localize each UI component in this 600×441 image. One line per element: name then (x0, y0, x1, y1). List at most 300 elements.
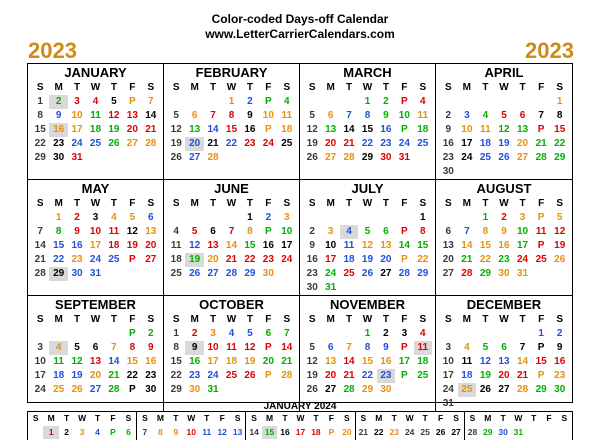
day-cell: 15 (417, 240, 429, 251)
day-cell: 2 (383, 96, 389, 107)
day-cell: 10 (442, 356, 454, 367)
day-cell: 31 (71, 152, 83, 163)
day-cell: 25 (535, 254, 547, 265)
day-cell: 22 (225, 138, 238, 149)
day-cell: 16 (442, 138, 454, 149)
day-cell: 21 (34, 254, 46, 265)
day-cell: 13 (442, 240, 454, 251)
day-cell: 16 (49, 123, 67, 137)
weekday-header: M (375, 413, 383, 423)
day-cell-p: P (537, 342, 545, 353)
weekday-header: T (482, 314, 489, 325)
day-cell (303, 95, 321, 109)
day-cell: 2 (191, 328, 198, 339)
day-cell: 7 (228, 226, 235, 237)
day-cell: 26 (306, 384, 318, 395)
day-cell: 29 (479, 268, 491, 279)
day-cell: 19 (108, 124, 120, 135)
day-cell: 20 (325, 138, 337, 149)
day-cell (303, 327, 321, 341)
day-cell: 22 (417, 254, 429, 265)
day-cell: 31 (398, 152, 410, 163)
weekday-header: S (556, 82, 564, 93)
day-cell: 7 (519, 342, 526, 353)
day-cell (476, 327, 495, 341)
day-cell-p: P (129, 384, 136, 395)
weekday-header: S (147, 314, 155, 325)
day-cell: 24 (262, 138, 274, 149)
day-cell: 5 (364, 226, 371, 237)
day-cell: 25 (89, 138, 102, 149)
weekday-header: S (172, 198, 180, 209)
day-cell: 3 (284, 212, 290, 223)
day-cell: 22 (361, 138, 374, 149)
day-cell: 24 (207, 370, 219, 381)
weekday-header: T (482, 198, 489, 209)
day-cell: 20 (145, 240, 157, 251)
weekday-header: S (419, 314, 427, 325)
weekday-header: S (36, 82, 44, 93)
day-cell: 11 (480, 124, 491, 135)
month-name: DECEMBER (466, 297, 542, 312)
day-cell: 11 (53, 356, 64, 367)
day-cell: 10 (281, 226, 293, 237)
day-cell: 12 (108, 110, 120, 121)
day-cell: 14 (145, 110, 157, 121)
day-cell: 18 (417, 356, 429, 367)
weekday-header: T (346, 82, 353, 93)
day-cell: 21 (535, 138, 547, 149)
day-cell: 16 (306, 254, 318, 265)
weekday-header: W (499, 82, 509, 93)
day-cell: 22 (126, 370, 138, 381)
day-cell: 11 (108, 226, 120, 237)
day-cell: 4 (464, 342, 470, 353)
day-cell: 12 (306, 356, 318, 367)
day-cell: 2 (148, 328, 154, 339)
day-cell: 12 (170, 124, 182, 135)
day-cell: 13 (232, 427, 243, 437)
day-cell: 14 (225, 240, 238, 251)
day-cell: 5 (556, 212, 563, 223)
day-cell: 25 (170, 268, 182, 279)
day-cell (532, 267, 551, 281)
weekday-header: F (401, 82, 408, 93)
day-cell (49, 327, 67, 341)
day-cell: 9 (185, 341, 203, 355)
day-cell: 2 (49, 95, 67, 109)
day-cell: 23 (189, 370, 201, 381)
day-cell: 26 (108, 138, 120, 149)
weekday-header: T (282, 413, 288, 423)
day-cell: 10 (71, 110, 83, 121)
month-september (28, 296, 164, 411)
weekday-header: S (419, 82, 427, 93)
day-cell: 11 (417, 110, 429, 121)
day-cell: 4 (420, 96, 426, 107)
day-cell: 11 (461, 356, 473, 367)
day-cell: 29 (483, 427, 493, 437)
month-name: MAY (81, 181, 110, 196)
day-cell: 13 (325, 356, 337, 367)
day-grid (31, 197, 160, 281)
day-cell: 20 (325, 370, 337, 381)
day-cell: 8 (247, 226, 253, 237)
day-cell (303, 211, 321, 225)
day-cell: 24 (461, 152, 473, 163)
day-cell: 28 (343, 384, 355, 395)
day-cell: 19 (126, 240, 138, 251)
day-cell: 21 (461, 254, 473, 265)
day-cell: 3 (74, 96, 80, 107)
day-cell: 9 (501, 226, 507, 237)
day-cell: 8 (556, 110, 563, 121)
day-cell: 21 (207, 138, 219, 149)
day-cell (513, 165, 532, 179)
day-cell: 20 (517, 138, 529, 149)
day-cell: 20 (380, 254, 392, 265)
weekday-header: M (190, 198, 199, 209)
day-cell: 16 (554, 356, 566, 367)
day-cell: 13 (380, 240, 392, 251)
weekday-header: W (405, 413, 414, 423)
day-cell: 30 (71, 268, 83, 279)
day-cell: 4 (228, 328, 235, 339)
weekday-header: S (308, 314, 316, 325)
day-cell: 19 (498, 138, 510, 149)
day-cell: 22 (53, 254, 65, 265)
day-cell: 17 (398, 356, 410, 367)
day-cell: 25 (417, 370, 429, 381)
weekday-header: S (32, 413, 39, 423)
day-cell-p: P (129, 254, 136, 265)
day-cell (321, 327, 339, 341)
day-cell: 15 (170, 356, 182, 367)
day-cell: 30 (306, 282, 318, 293)
day-cell (532, 95, 551, 109)
month-october (164, 296, 300, 411)
day-cell: 12 (498, 124, 510, 135)
day-cell: 3 (464, 110, 470, 121)
day-cell: 28 (398, 268, 410, 279)
weekday-header: S (344, 413, 350, 423)
day-cell: 24 (517, 254, 529, 265)
weekday-header: S (283, 198, 291, 209)
day-cell: 29 (49, 267, 67, 281)
weekday-header: T (382, 198, 389, 209)
day-cell: 18 (343, 254, 355, 265)
day-cell: 22 (361, 370, 374, 381)
day-cell: 1 (55, 212, 62, 223)
day-cell: 21 (358, 427, 369, 437)
day-cell: 5 (309, 110, 315, 121)
day-cell: 16 (145, 356, 157, 367)
month-name: JANUARY (64, 65, 127, 80)
weekday-header: W (78, 413, 87, 423)
day-cell: 25 (281, 138, 293, 149)
weekday-header: S (172, 314, 180, 325)
day-cell: 30 (262, 268, 274, 279)
weekday-header: F (219, 413, 225, 423)
day-cell (204, 211, 222, 225)
day-cell: 8 (420, 226, 426, 237)
day-cell: 1 (43, 426, 58, 439)
day-cell: 29 (535, 384, 547, 395)
day-cell-p: P (401, 124, 408, 135)
day-cell: 21 (343, 138, 355, 149)
day-cell: 18 (461, 370, 473, 381)
day-cell: 23 (377, 369, 395, 383)
weekday-header: W (362, 314, 373, 325)
day-cell: 17 (461, 138, 473, 149)
day-cell: 7 (538, 110, 544, 121)
day-cell: 19 (71, 370, 83, 381)
month-february (164, 64, 300, 180)
day-cell (340, 281, 358, 295)
day-cell-p: P (265, 226, 272, 237)
day-cell: 6 (327, 342, 334, 353)
day-cell: 2 (64, 427, 69, 437)
weekday-header: S (360, 413, 367, 423)
weekday-header: F (546, 413, 552, 423)
month-name: JUNE (214, 181, 249, 196)
day-cell: 27 (189, 152, 201, 163)
day-cell-p: P (537, 212, 545, 223)
day-cell: 16 (380, 124, 392, 135)
day-cell (142, 267, 160, 281)
weekday-header: M (54, 82, 63, 93)
day-cell: 4 (482, 110, 489, 121)
day-cell: 26 (244, 370, 256, 381)
day-cell: 1 (228, 96, 235, 107)
day-cell: 13 (498, 356, 510, 367)
weekday-header: M (462, 314, 472, 325)
month-name: AUGUST (476, 181, 532, 196)
day-cell: 6 (501, 342, 507, 353)
day-cell: 29 (34, 152, 46, 163)
weekday-header: S (172, 82, 180, 93)
weekday-header: T (391, 413, 397, 423)
day-cell-p: P (265, 124, 272, 135)
day-cell: 5 (111, 96, 117, 107)
jan2024-week (136, 412, 245, 440)
day-cell: 17 (207, 356, 219, 367)
day-cell: 25 (343, 268, 355, 279)
day-cell: 22 (244, 254, 256, 265)
day-cell: 15 (34, 124, 46, 135)
day-cell: 7 (284, 328, 290, 339)
day-cell: 15 (554, 124, 566, 135)
day-cell: 14 (517, 356, 529, 367)
day-cell: 9 (383, 342, 389, 353)
day-cell (358, 281, 376, 295)
day-cell (340, 95, 358, 109)
day-cell: 21 (343, 370, 355, 381)
day-cell: 23 (306, 268, 318, 279)
weekday-header: S (283, 82, 291, 93)
weekday-header: S (147, 198, 155, 209)
day-cell: 7 (346, 342, 352, 353)
day-cell: 20 (498, 370, 510, 381)
day-cell: 24 (398, 138, 410, 149)
month-april (436, 64, 572, 180)
day-cell (278, 267, 296, 281)
day-cell: 4 (92, 96, 99, 107)
weekday-header: M (326, 198, 335, 209)
day-cell: 4 (284, 96, 290, 107)
day-cell: 27 (442, 268, 454, 279)
day-cell: 30 (498, 268, 510, 279)
day-cell (68, 327, 86, 341)
day-cell: 7 (346, 110, 352, 121)
weekday-header: W (362, 198, 373, 209)
jan2024-week (464, 412, 573, 440)
day-cell: 10 (89, 226, 102, 237)
day-cell: 12 (306, 124, 318, 135)
day-cell: 11 (343, 240, 355, 251)
day-cell: 18 (417, 124, 429, 135)
day-cell: 9 (383, 110, 389, 121)
day-cell: 14 (461, 240, 473, 251)
day-cell: 15 (53, 240, 65, 251)
day-cell (495, 165, 514, 179)
day-cell: 7 (210, 110, 216, 121)
day-cell: 28 (461, 268, 473, 279)
day-cell: 11 (226, 342, 237, 353)
weekday-header: M (326, 82, 335, 93)
january-2024-title: JANUARY 2024 (263, 401, 337, 412)
day-cell: 10 (34, 356, 46, 367)
day-cell: 15 (244, 240, 256, 251)
day-cell: 19 (244, 356, 256, 367)
day-cell: 9 (556, 342, 563, 353)
day-cell: 6 (519, 110, 526, 121)
day-cell: 4 (340, 225, 358, 239)
weekday-header: T (74, 198, 81, 209)
day-cell-p: P (401, 226, 408, 237)
day-cell: 6 (126, 427, 131, 437)
month-july (300, 180, 436, 296)
weekday-header: F (438, 413, 444, 423)
day-cell (105, 327, 123, 341)
weekday-header: M (156, 413, 164, 423)
day-cell: 8 (129, 342, 136, 353)
day-cell: 18 (311, 427, 321, 437)
day-cell: 26 (189, 268, 201, 279)
day-cell: 20 (262, 356, 274, 367)
day-grid (31, 81, 160, 165)
day-cell: 10 (186, 427, 197, 437)
weekday-header: T (74, 314, 81, 325)
day-cell: 13 (126, 110, 138, 121)
weekday-header: S (444, 314, 452, 325)
day-cell: 13 (145, 226, 157, 237)
day-cell-p: P (129, 328, 136, 339)
day-grid (439, 81, 569, 179)
day-cell: 3 (445, 342, 452, 353)
day-grid (439, 313, 569, 411)
day-cell: 14 (281, 342, 293, 353)
day-grid (303, 313, 432, 397)
day-cell: 14 (343, 124, 355, 135)
day-cell: 6 (265, 328, 272, 339)
day-cell: 3 (401, 328, 408, 339)
day-cell: 7 (148, 96, 154, 107)
day-cell: 8 (228, 110, 235, 121)
day-cell (458, 95, 477, 109)
day-cell: 1 (247, 212, 253, 223)
weekday-header: W (499, 198, 509, 209)
day-cell: 29 (361, 384, 374, 395)
day-cell: 8 (364, 110, 371, 121)
day-cell: 12 (244, 342, 256, 353)
weekday-header: W (226, 314, 237, 325)
day-cell: 30 (554, 384, 566, 395)
title-line-2: www.LetterCarrierCalendars.com (205, 27, 395, 41)
day-cell (550, 267, 569, 281)
weekday-header: F (110, 413, 116, 423)
day-cell: 2 (383, 328, 389, 339)
weekday-header: F (538, 82, 545, 93)
day-cell: 26 (170, 152, 182, 163)
day-cell: 3 (519, 212, 526, 223)
weekday-header: T (74, 82, 81, 93)
day-cell: 7 (142, 427, 148, 437)
day-cell: 5 (173, 110, 179, 121)
weekday-header: S (419, 198, 427, 209)
day-cell: 17 (71, 124, 83, 135)
weekday-header: F (265, 198, 272, 209)
day-cell: 21 (517, 370, 529, 381)
day-cell: 2 (309, 226, 315, 237)
weekday-header: W (90, 314, 101, 325)
day-cell: 30 (442, 166, 454, 177)
day-cell: 29 (361, 152, 374, 163)
day-cell (395, 281, 413, 295)
day-cell: 24 (71, 138, 83, 149)
day-cell: 15 (262, 426, 277, 439)
day-cell: 3 (79, 427, 85, 437)
weekday-header: M (190, 314, 199, 325)
day-cell: 25 (225, 370, 238, 381)
day-cell: 19 (170, 138, 182, 149)
day-cell: 12 (554, 226, 566, 237)
day-cell: 25 (417, 138, 429, 149)
day-cell: 6 (327, 110, 334, 121)
day-cell: 25 (108, 254, 120, 265)
day-cell: 4 (111, 212, 117, 223)
weekday-header: T (519, 82, 526, 93)
day-cell: 2 (247, 96, 253, 107)
jan2024-week (245, 412, 354, 440)
day-cell: 4 (49, 341, 67, 355)
day-cell: 5 (129, 212, 136, 223)
weekday-header: S (251, 413, 257, 423)
day-cell (167, 95, 185, 109)
weekday-header: W (90, 82, 101, 93)
day-cell: 5 (482, 342, 489, 353)
day-cell: 3 (210, 328, 216, 339)
day-cell: 21 (281, 356, 293, 367)
day-cell: 3 (92, 212, 99, 223)
weekday-header: F (401, 198, 408, 209)
day-cell: 29 (170, 384, 182, 395)
day-cell: 2 (556, 328, 563, 339)
weekday-header: S (36, 314, 44, 325)
weekday-header: M (266, 413, 274, 423)
day-cell: 25 (53, 384, 65, 395)
month-august (436, 180, 572, 296)
